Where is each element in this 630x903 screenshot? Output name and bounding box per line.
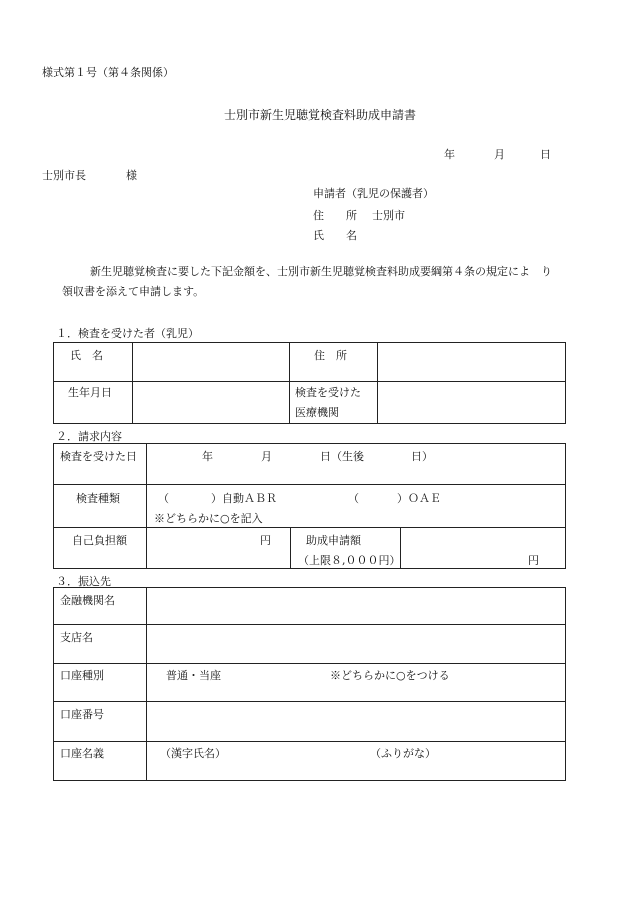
- exam-date-day-end: 日）: [411, 450, 433, 463]
- subject-name-label: 氏 名: [70, 349, 103, 362]
- section1-heading: １．検査を受けた者（乳児）: [56, 327, 199, 340]
- subject-address-label: 住 所: [314, 349, 347, 362]
- kanji-name-label: （漢字氏名）: [160, 747, 226, 760]
- account-type-label: 口座種別: [60, 669, 104, 682]
- addressee-office: 士別市長: [42, 169, 86, 182]
- date-day-label: 日: [540, 148, 551, 161]
- subject-table: [53, 342, 566, 424]
- exam-date-label: 検査を受けた日: [60, 450, 137, 463]
- date-year-label: 年: [444, 148, 455, 161]
- exam-date-day: 日（生後: [320, 450, 364, 463]
- oae-option[interactable]: ）ＯＡＥ: [397, 492, 441, 505]
- self-pay-yen: 円: [260, 534, 271, 547]
- exam-type-note: ※どちらかに○を記入: [154, 512, 263, 525]
- exam-type-label: 検査種類: [76, 492, 120, 505]
- account-type-value[interactable]: 普通・当座: [166, 669, 221, 682]
- subject-birthdate-label: 生年月日: [68, 386, 112, 399]
- form-number: 様式第１号（第４条関係）: [42, 66, 174, 79]
- claim-table: [53, 443, 566, 569]
- account-type-note: ※どちらかに○をつける: [330, 669, 450, 682]
- form-title: 士別市新生児聴覚検査料助成申請書: [224, 108, 417, 122]
- date-month-label: 月: [494, 148, 505, 161]
- subsidy-yen: 円: [528, 554, 539, 567]
- subsidy-limit: （上限８,０００円）: [298, 554, 401, 567]
- applicant-address-value: 士別市: [372, 209, 405, 222]
- exam-date-year: 年: [202, 450, 213, 463]
- section3-heading: ３．振込先: [56, 575, 111, 588]
- branch-label: 支店名: [60, 631, 93, 644]
- furigana-label: （ふりがな）: [370, 747, 436, 760]
- bank-name-label: 金融機関名: [60, 594, 115, 607]
- subsidy-label: 助成申請額: [306, 534, 361, 547]
- abr-open-paren: （: [158, 492, 169, 505]
- applicant-label: 申請者（乳児の保護者）: [313, 187, 434, 200]
- account-holder-label: 口座名義: [60, 747, 104, 760]
- applicant-address-label: 住 所: [313, 209, 357, 222]
- addressee-honorific: 様: [126, 169, 137, 182]
- institution-label-line1: 検査を受けた: [295, 386, 361, 399]
- account-number-label: 口座番号: [60, 708, 104, 721]
- bank-table: [53, 587, 566, 781]
- section2-heading: ２．請求内容: [56, 430, 122, 443]
- application-statement: 新生児聴覚検査に要した下記金額を、士別市新生児聴覚検査料助成要綱第４条の規定によ り領収書を添えて申請します。: [62, 265, 552, 298]
- applicant-name-label: 氏 名: [313, 229, 357, 242]
- institution-label-line2: 医療機関: [295, 406, 339, 419]
- abr-option[interactable]: ）自動ＡＢＲ: [211, 492, 277, 505]
- oae-open-paren: （: [348, 492, 359, 505]
- self-pay-label: 自己負担額: [72, 534, 127, 547]
- exam-date-month: 月: [261, 450, 272, 463]
